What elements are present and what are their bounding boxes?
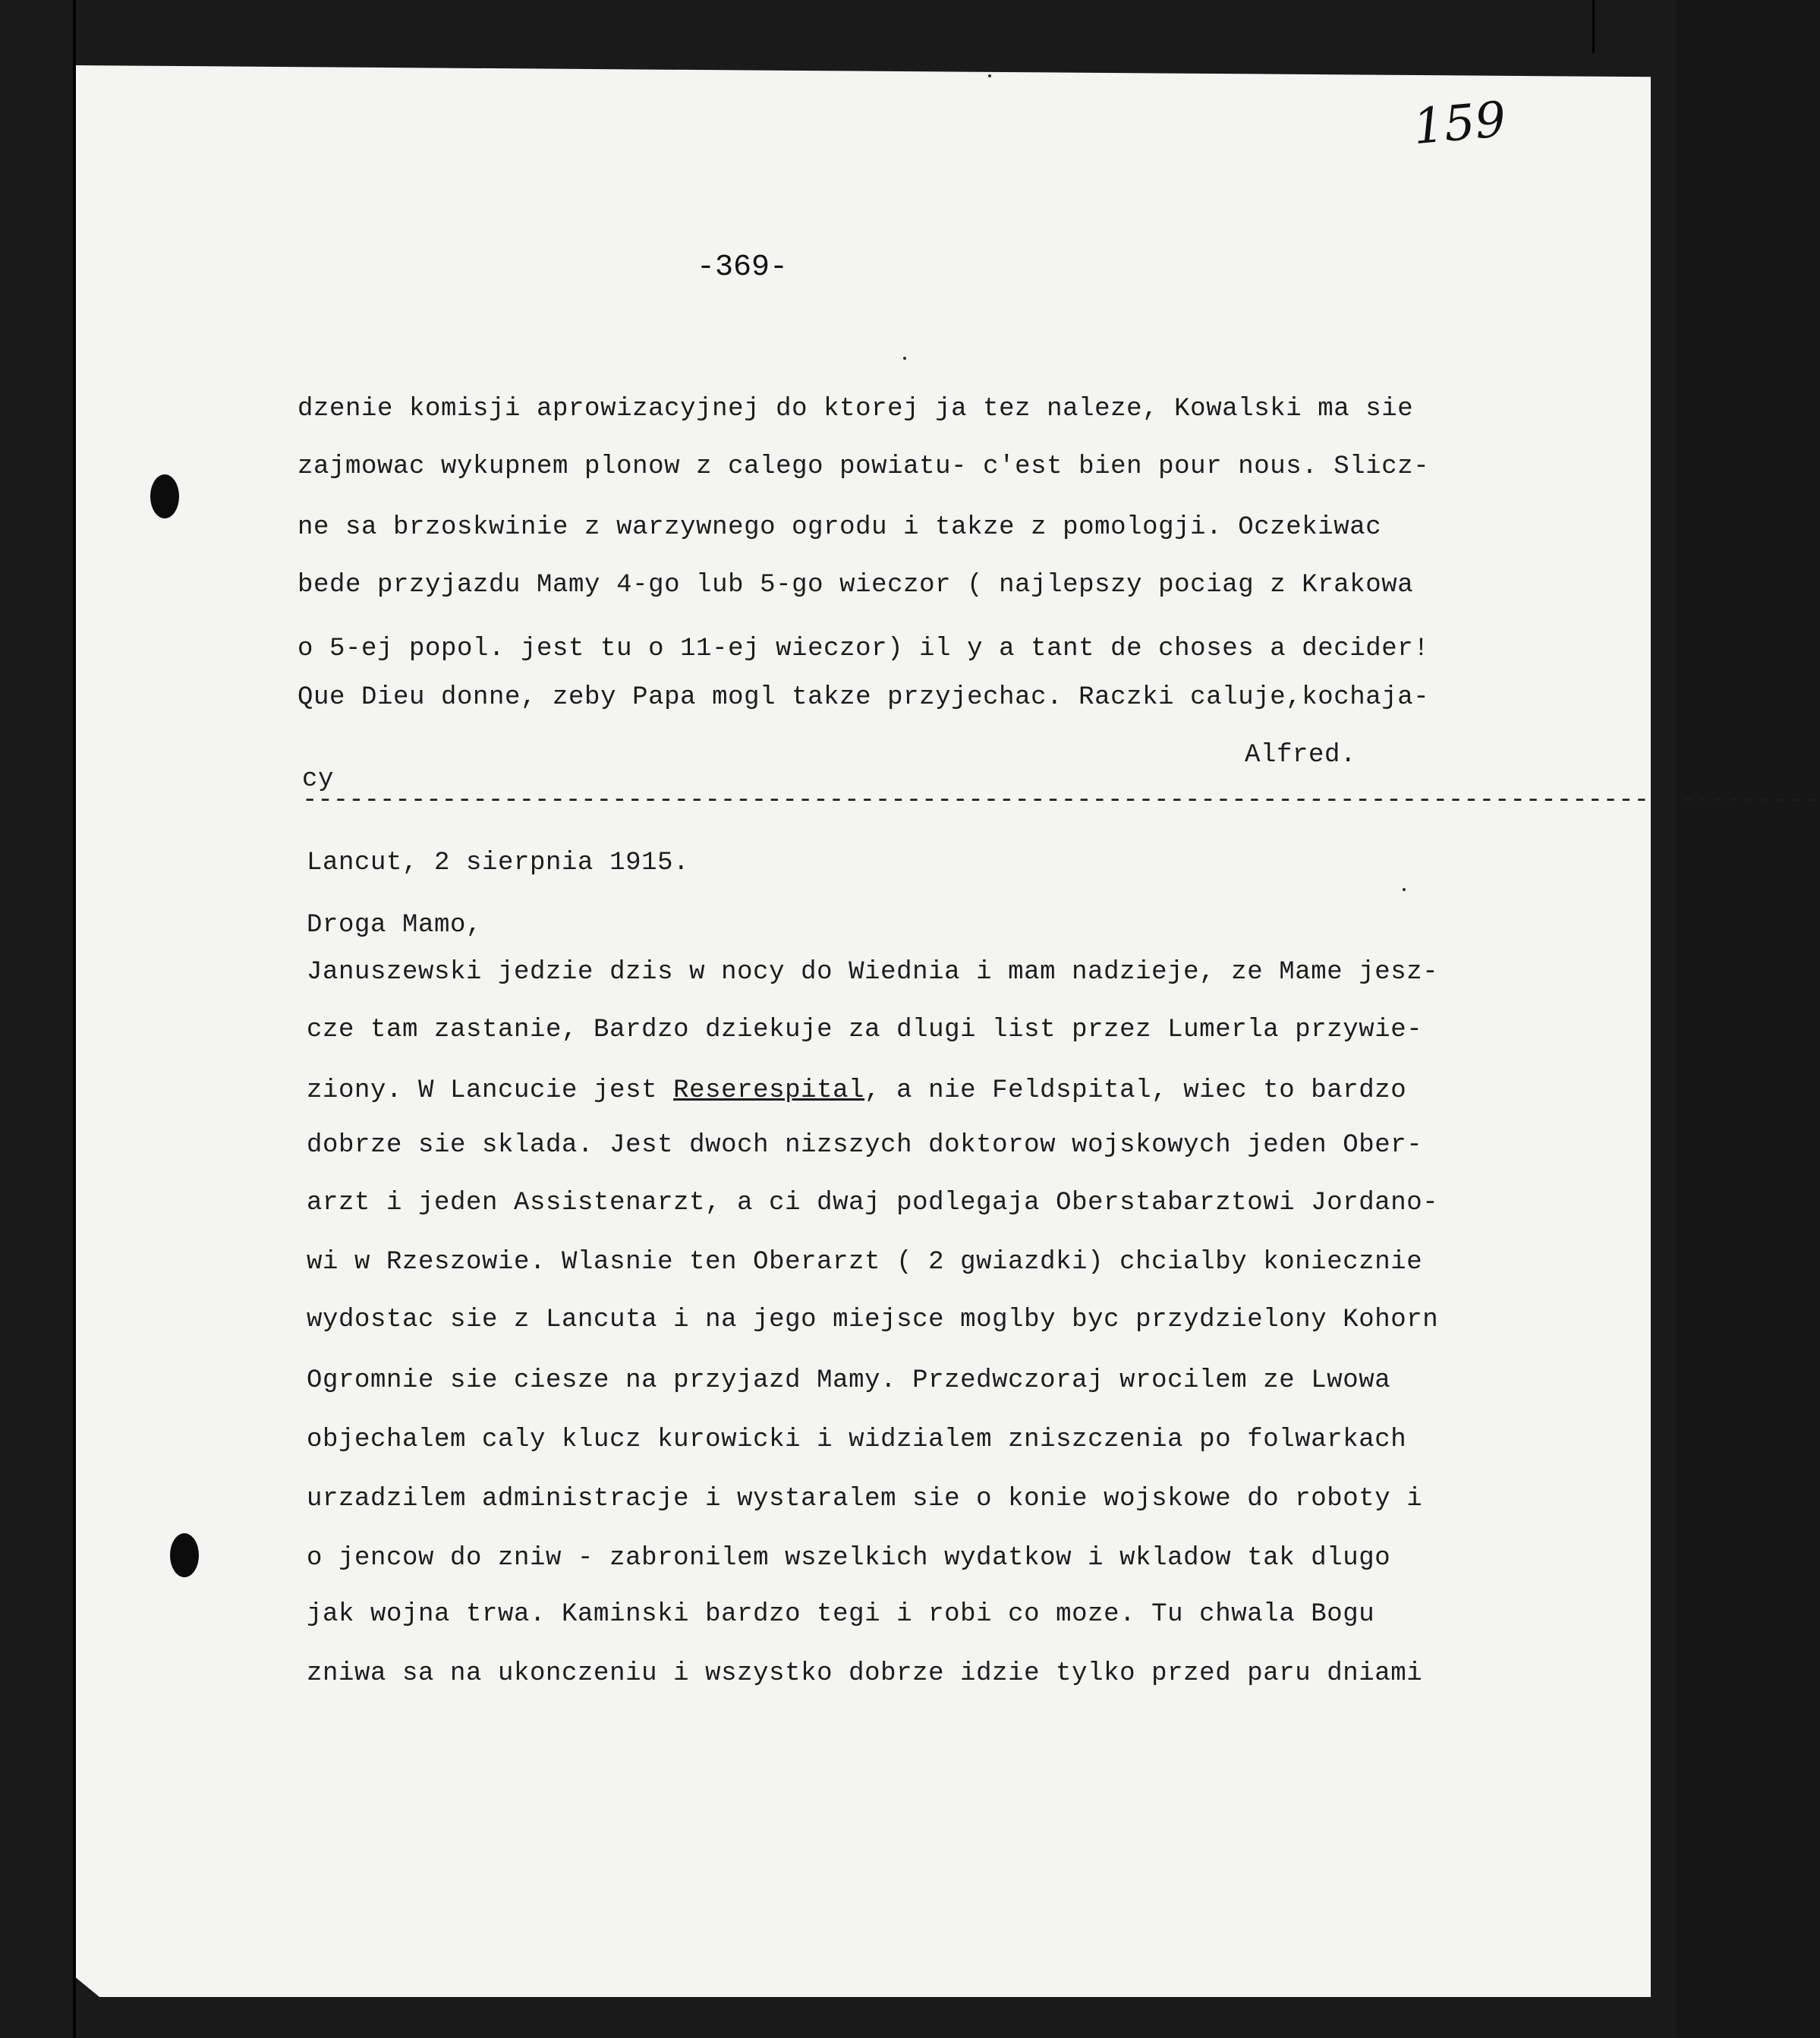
text-line: wi w Rzeszowie. Wlasnie ten Oberarzt ( 2 gwiazdki) chcialby koniecznie — [307, 1248, 1423, 1277]
dust-speck — [903, 357, 906, 360]
text-line: o 5-ej popol. jest tu o 11-ej wieczor) il y a tant de choses a decider! — [298, 635, 1430, 663]
dust-speck — [988, 74, 991, 77]
dust-speck — [1403, 888, 1406, 891]
folio-number: 159 — [1411, 91, 1509, 156]
text-line — [307, 1076, 1406, 1105]
letter-salutation: Droga Mamo, — [307, 911, 483, 940]
text-line: Que Dieu donne, zeby Papa mogl takze przyjechac. Raczki caluje,kochaja- — [298, 683, 1430, 712]
text-line: cze tam zastanie, Bardzo dziekuje za dlugi list przez Lumerla przywie- — [307, 1016, 1423, 1044]
page-number: -369- — [697, 250, 789, 285]
text-line: o jencow do zniw - zabronilem wszelkich wydatkow i wkladow tak dlugo — [307, 1544, 1391, 1573]
text-line: jak wojna trwa. Kaminski bardzo tegi i robi co moze. Tu chwala Bogu — [307, 1600, 1375, 1629]
text-line: wydostac sie z Lancuta i na jego miejsce moglby byc przydzielony Kohorn — [307, 1306, 1439, 1334]
text-line: cy — [302, 765, 335, 794]
frame-edge-left — [73, 0, 76, 2038]
punch-hole-bottom — [170, 1533, 199, 1577]
text-segment: ziony. W Lancucie jest — [307, 1076, 674, 1105]
text-line: arzt i jeden Assistenarzt, a ci dwaj podlegaja Oberstabarztowi Jordano- — [307, 1189, 1439, 1217]
letter-place-date: Lancut, 2 sierpnia 1915. — [307, 849, 690, 877]
punch-hole-top — [150, 474, 179, 518]
separator-line: -------------------------------------------------------------------------------------------------- — [302, 786, 1820, 815]
text-line: Januszewski jedzie dzis w nocy do Wiednia i mam nadzieje, ze Mame jesz- — [307, 958, 1439, 987]
text-line: dobrze sie sklada. Jest dwoch nizszych doktorow wojskowych jeden Ober- — [307, 1131, 1423, 1160]
text-line: zniwa sa na ukonczeniu i wszystko dobrze idzie tylko przed paru dniami — [307, 1659, 1423, 1688]
text-line: dzenie komisji aprowizacyjnej do ktorej ja tez naleze, Kowalski ma sie — [298, 395, 1414, 424]
text-line: ne sa brzoskwinie z warzywnego ogrodu i takze z pomologji. Oczekiwac — [298, 513, 1382, 542]
text-line: objechalem caly klucz kurowicki i widzialem zniszczenia po folwarkach — [307, 1425, 1407, 1454]
text-line: urzadzilem administracje i wystaralem sie o konie wojskowe do roboty i — [307, 1485, 1423, 1514]
signature: Alfred. — [1245, 741, 1357, 770]
text-line: bede przyjazdu Mamy 4-go lub 5-go wieczor ( najlepszy pociag z Krakowa — [298, 571, 1414, 600]
text-segment: , a nie Feldspital, wiec to bardzo — [864, 1076, 1407, 1105]
text-line: zajmowac wykupnem plonow z calego powiatu- c'est bien pour nous. Slicz- — [298, 452, 1430, 481]
frame-edge-right — [1592, 0, 1595, 53]
underlined-word: Reserespital — [673, 1076, 865, 1105]
text-line: Ogromnie sie ciesze na przyjazd Mamy. Przedwczoraj wrocilem ze Lwowa — [307, 1366, 1391, 1395]
